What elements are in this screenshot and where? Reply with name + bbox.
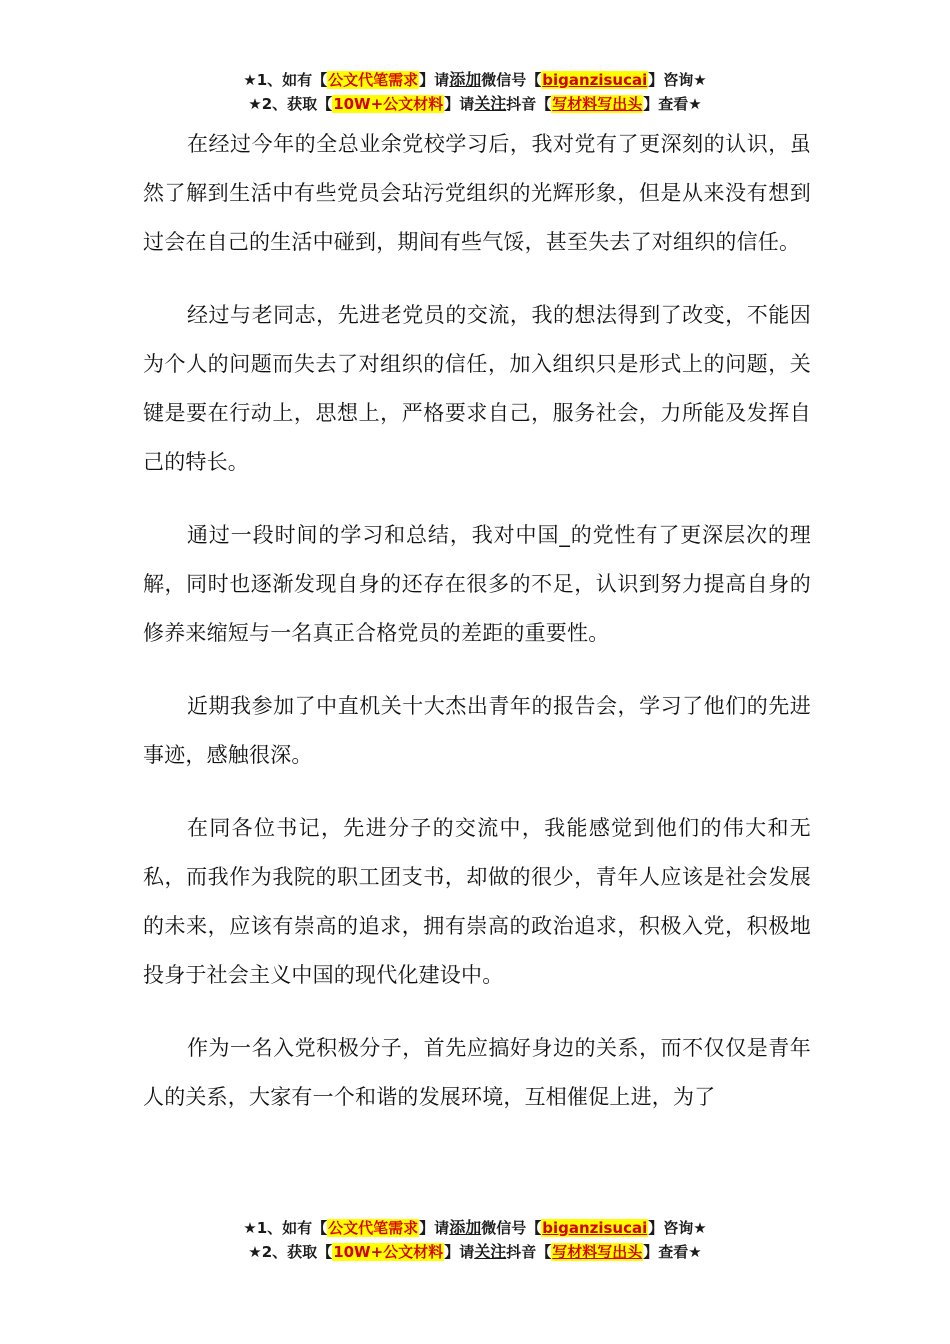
footer-line-1-prefix: ★1、如有【: [243, 1219, 328, 1237]
footer-line-2-prefix: ★2、获取【: [248, 1243, 333, 1261]
header-line-1: [0, 68, 950, 92]
header-line-2-emphasis: 关注: [474, 94, 507, 113]
header-line-2-prefix: ★2、获取【: [248, 95, 333, 113]
header-line-2-suffix: 】查看★: [643, 95, 702, 113]
header-line-1-prefix: ★1、如有【: [243, 71, 328, 89]
paragraph-2: 经过与老同志，先进老党员的交流，我的想法得到了改变，不能因为个人的问题而失去了对组织的信任，加入组织只是形式上的问题，关键是要在行动上，思想上，严格要求自己，服务社会，力所能及发挥自己的特长。: [143, 303, 811, 474]
header-line-1-mid: 】请: [419, 71, 450, 89]
header-line-2-mid-2: 抖音【: [506, 95, 552, 113]
header-banner: [0, 68, 950, 116]
footer-line-2-mid-2: 抖音【: [506, 1243, 552, 1261]
footer-line-2-suffix: 】查看★: [643, 1243, 702, 1261]
header-line-1-suffix: 】咨询★: [648, 71, 707, 89]
footer-line-1-mid: 】请: [419, 1219, 450, 1237]
paragraph-5: 在同各位书记，先进分子的交流中，我能感觉到他们的伟大和无私，而我作为我院的职工团支书，却做的很少，青年人应该是社会发展的未来，应该有崇高的追求，拥有崇高的政治追求，积极入党，积极地投身于社会主义中国的现代化建设中。: [143, 816, 811, 987]
paragraph-3: 通过一段时间的学习和总结，我对中国_的党性有了更深层次的理解，同时也逐渐发现自身的还存在很多的不足，认识到努力提高自身的修养来缩短与一名真正合格党员的差距的重要性。: [143, 523, 811, 645]
header-line-2: [0, 92, 950, 116]
footer-line-2-highlight-douyin: 写材料写出头: [552, 1243, 643, 1261]
paragraph-4: 近期我参加了中直机关十大杰出青年的报告会，学习了他们的先进事迹，感触很深。: [143, 694, 811, 767]
footer-line-1-mid-2: 微信号【: [481, 1219, 542, 1237]
paragraph-1: 在经过今年的全总业余党校学习后，我对党有了更深刻的认识，虽然了解到生活中有些党员会玷污党组织的光辉形象，但是从来没有想到过会在自己的生活中碰到，期间有些气馁，甚至失去了对组织的信任。: [143, 132, 811, 254]
footer-line-1: [0, 1216, 950, 1240]
header-line-1-mid-2: 微信号【: [481, 71, 542, 89]
header-line-1-emphasis: 添加: [449, 70, 482, 89]
footer-line-2-highlight-materials: 10W+公文材料: [333, 1243, 444, 1261]
header-line-1-highlight-wechat: biganzisucai: [542, 71, 648, 89]
header-line-2-highlight-douyin: 写材料写出头: [552, 95, 643, 113]
paragraph-6: 作为一名入党积极分子，首先应搞好身边的关系，而不仅仅是青年人的关系，大家有一个和谐的发展环境，互相催促上进，为了: [143, 1036, 811, 1109]
header-line-1-highlight-service: 公文代笔需求: [328, 71, 419, 89]
footer-line-2: [0, 1240, 950, 1264]
footer-line-1-suffix: 】咨询★: [648, 1219, 707, 1237]
footer-line-1-highlight-wechat: biganzisucai: [542, 1219, 648, 1237]
header-line-2-mid: 】请: [444, 95, 475, 113]
footer-line-2-mid: 】请: [444, 1243, 475, 1261]
footer-banner: [0, 1216, 950, 1264]
footer-line-1-highlight-service: 公文代笔需求: [328, 1219, 419, 1237]
document-body: [143, 120, 811, 1146]
header-line-2-highlight-materials: 10W+公文材料: [333, 95, 444, 113]
footer-line-1-emphasis: 添加: [449, 1218, 482, 1237]
footer-line-2-emphasis: 关注: [474, 1242, 507, 1261]
